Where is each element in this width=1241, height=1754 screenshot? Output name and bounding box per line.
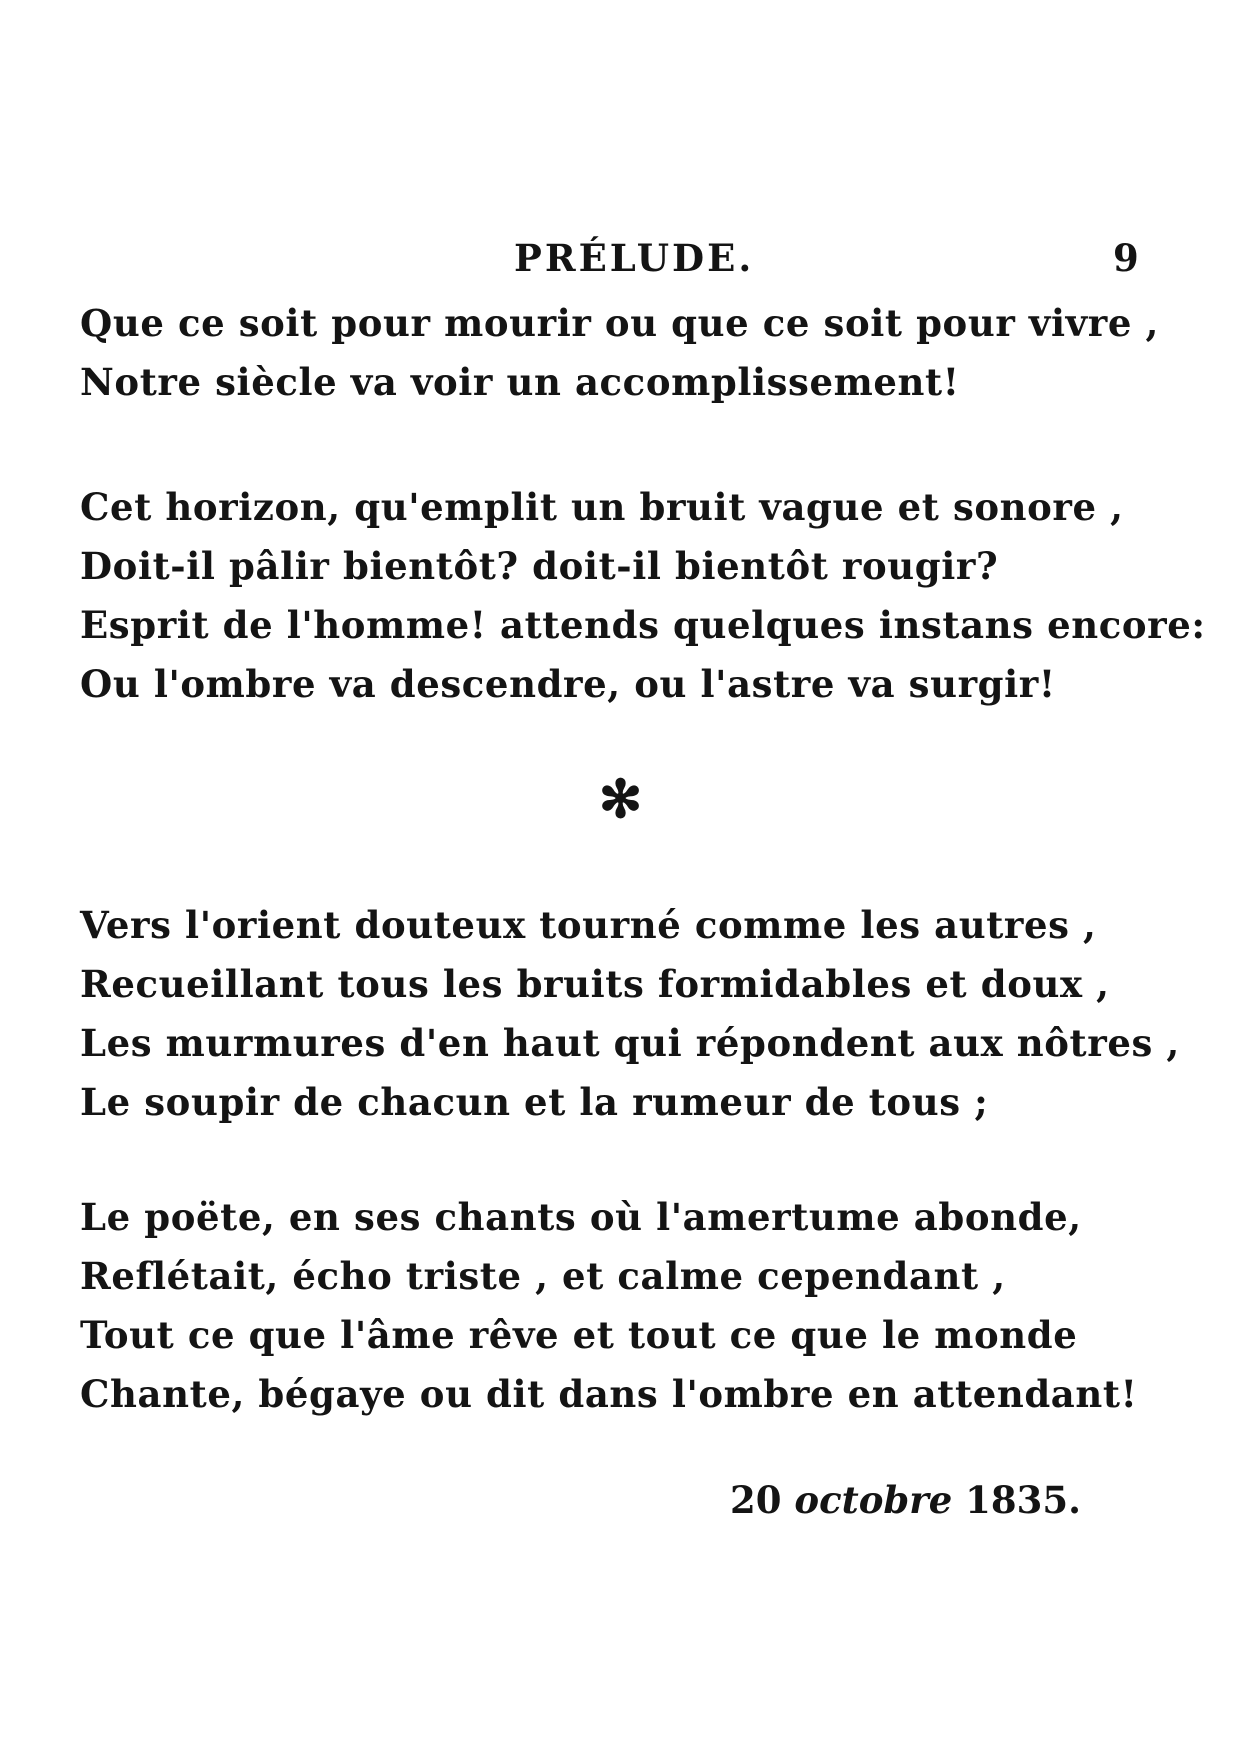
verse-line: Reflétait, écho triste , et calme cependant , xyxy=(80,1254,1006,1298)
date-year: 1835. xyxy=(965,1478,1082,1522)
stanza-2 xyxy=(80,478,1206,714)
page-number: 9 xyxy=(1113,236,1139,280)
verse-line: Chante, bégaye ou dit dans l'ombre en attendant! xyxy=(80,1372,1138,1416)
verse-line: Le poëte, en ses chants où l'amertume abonde, xyxy=(80,1195,1082,1239)
running-head xyxy=(0,228,1241,288)
verse-line: Tout ce que l'âme rêve et tout ce que le monde xyxy=(80,1313,1078,1357)
verse-line: Cet horizon, qu'emplit un bruit vague et sonore , xyxy=(80,485,1124,529)
verse-line: Doit-il pâlir bientôt? doit-il bientôt rougir? xyxy=(80,544,999,588)
date-month: octobre xyxy=(794,1478,953,1522)
asterisk-ornament-icon: ✻ xyxy=(598,769,643,830)
verse-line: Recueillant tous les bruits formidables et doux , xyxy=(80,962,1110,1006)
stanza-1 xyxy=(80,294,1180,412)
verse-line: Esprit de l'homme! attends quelques instans encore: xyxy=(80,603,1206,647)
stanza-4 xyxy=(80,1188,1180,1424)
verse-line: Que ce soit pour mourir ou que ce soit pour vivre , xyxy=(80,301,1159,345)
verse-line: Notre siècle va voir un accomplissement! xyxy=(80,360,960,404)
stanza-3 xyxy=(80,896,1180,1132)
verse-line: Ou l'ombre va descendre, ou l'astre va surgir! xyxy=(80,662,1056,706)
verse-line: Le soupir de chacun et la rumeur de tous ; xyxy=(80,1080,989,1124)
verse-line: Les murmures d'en haut qui répondent aux nôtres , xyxy=(80,1021,1180,1065)
date-day: 20 xyxy=(730,1478,782,1522)
date-line xyxy=(730,1470,1081,1530)
verse-line: Vers l'orient douteux tourné comme les autres , xyxy=(80,903,1097,947)
page-title: PRÉLUDE. xyxy=(514,236,755,280)
